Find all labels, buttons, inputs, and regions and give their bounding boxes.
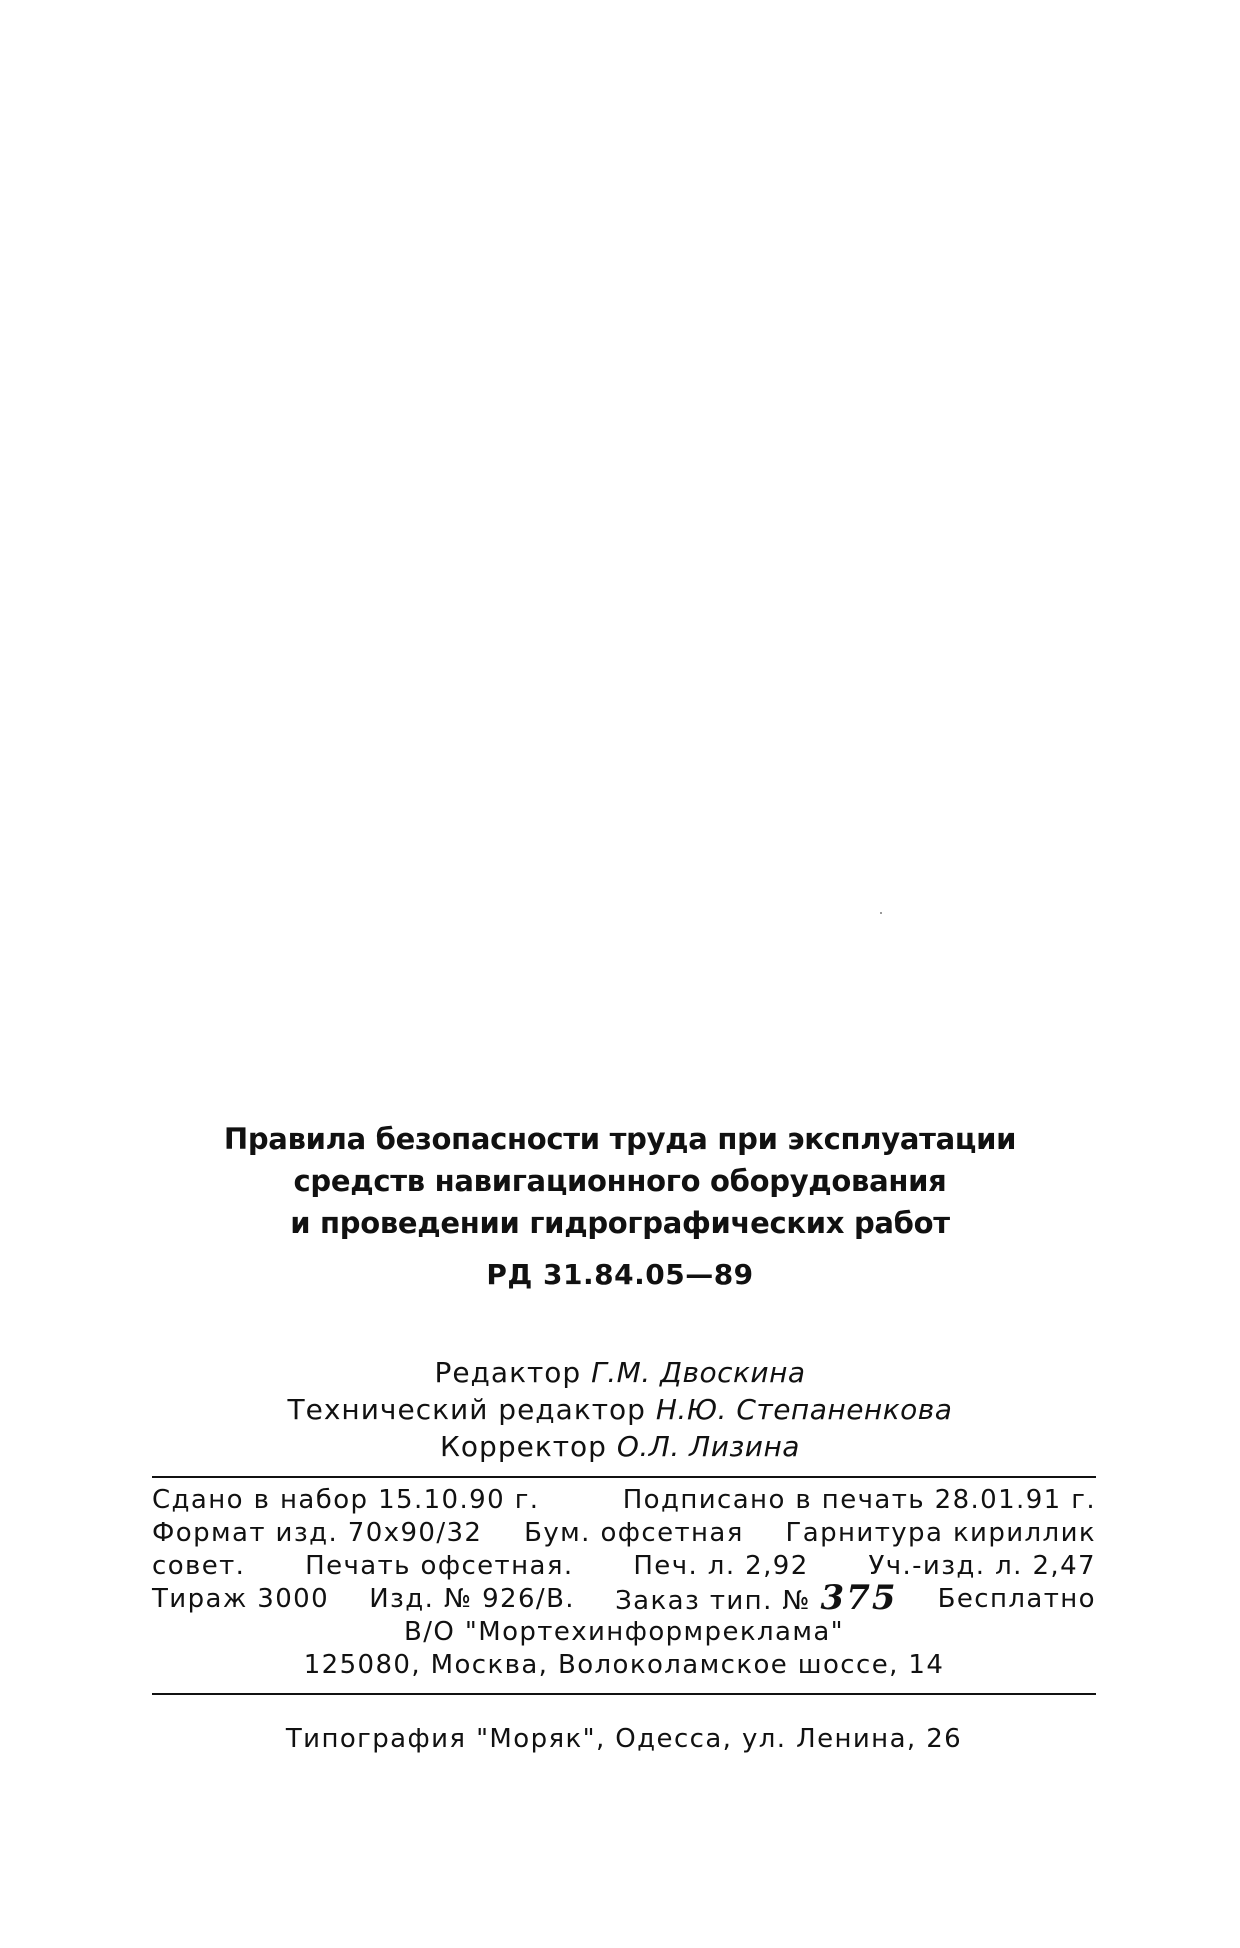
imprint-row: [152, 1578, 1096, 1618]
scan-speck: [880, 912, 882, 914]
credit-name: О.Л. Лизина: [616, 1430, 800, 1463]
credit-role: Редактор: [434, 1356, 582, 1389]
imprint-row: [152, 1649, 1096, 1682]
imprint-publisher-sheets: Уч.-изд. л. 2,47: [868, 1551, 1096, 1581]
imprint-free: Бесплатно: [937, 1584, 1096, 1614]
divider-top: [152, 1476, 1096, 1478]
printing-house: Типография "Моряк", Одесса, ул. Ленина, 26: [285, 1724, 963, 1754]
imprint-publisher: В/О "Мортехинформреклама": [403, 1617, 845, 1647]
imprint-order-label: Заказ тип. №: [615, 1586, 811, 1616]
imprint-format: Формат изд. 70x90/32: [152, 1518, 483, 1548]
imprint-typeset-date: Сдано в набор 15.10.90 г.: [152, 1485, 540, 1515]
imprint-print-method: Печать офсетная.: [305, 1551, 574, 1581]
imprint-row: [152, 1517, 1096, 1550]
credit-role: Технический редактор: [287, 1393, 646, 1426]
document-title: [150, 1118, 1090, 1244]
document-code: РД 31.84.05—89: [486, 1258, 754, 1291]
imprint-order: [615, 1578, 898, 1618]
divider-bottom: [152, 1693, 1096, 1695]
imprint-row: [152, 1616, 1096, 1649]
title-line: Правила безопасности труда при эксплуатации: [223, 1122, 1017, 1156]
imprint-row: [152, 1484, 1096, 1517]
imprint-typeface: Гарнитура кириллик: [785, 1518, 1096, 1548]
imprint-print-run: Тираж 3000: [152, 1584, 330, 1614]
imprint-block: [152, 1484, 1096, 1682]
credit-name: Г.М. Двоскина: [591, 1356, 806, 1389]
imprint-edition-number: Изд. № 926/В.: [369, 1584, 575, 1614]
credit-name: Н.Ю. Степаненкова: [655, 1393, 953, 1426]
title-line: и проведении гидрографических работ: [290, 1206, 950, 1240]
title-line: средств навигационного оборудования: [293, 1164, 947, 1198]
imprint-print-sheets: Печ. л. 2,92: [633, 1551, 809, 1581]
imprint-paper: Бум. офсетная: [524, 1518, 744, 1548]
imprint-address: 125080, Москва, Волоколамское шоссе, 14: [303, 1650, 945, 1680]
imprint-row: [152, 1550, 1096, 1583]
imprint-print-date: Подписано в печать 28.01.91 г.: [622, 1485, 1096, 1515]
credit-proofreader: [150, 1428, 1090, 1465]
credit-role: Корректор: [440, 1430, 607, 1463]
credits-block: [150, 1354, 1090, 1465]
credit-editor: [150, 1354, 1090, 1391]
imprint-typeface-cont: совет.: [152, 1551, 246, 1581]
credit-technical-editor: [150, 1391, 1090, 1428]
imprint-order-number-handwritten: 375: [820, 1578, 898, 1618]
